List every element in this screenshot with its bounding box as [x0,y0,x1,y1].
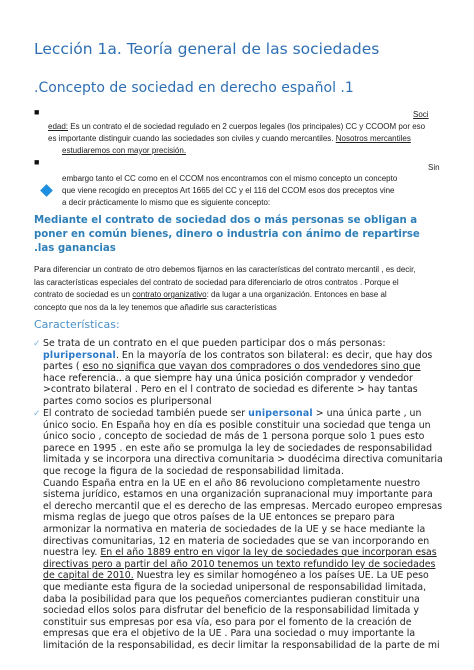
item2-line5: limitada y se incorpora una directiva comunitaria > duodécima directiva comunitaria [43,454,443,466]
term-pluripersonal: pluripersonal [43,349,116,361]
intro-paragraph [34,264,444,314]
item2-line11: armonizar la normativa en materia de sociedades de la UE y se hace mediante la [43,523,426,535]
block2-line3: a decir prácticamente lo mismo que es siguiente concepto: [62,198,271,207]
item2-line10: misma reglas de juego que otros países de la UE entonces se preparo para [43,512,395,524]
item2-line13 [43,547,443,559]
item2-line7: Cuando España entra en la UE en el año 86 revoluciono completamente nuestro [43,477,421,489]
bullet-dot-icon: ■ [34,107,40,117]
item2-line12: directivas comunitarias, 12 en materia de sociedades que se van incorporando en [43,535,430,547]
item1-line6: partes como socios es pluripersonal [43,395,212,407]
item2-line15-underlined: de capital de 2010. [43,570,134,582]
item2-line1-a: El contrato de sociedad también puede ser [43,408,249,419]
item2-line1-b: > una única parte , un [312,408,422,419]
block2-line2: que viene recogido en preceptos Art 1665 del CC y el 116 del CCOM esos dos preceptos vine [62,186,395,195]
section-heading: .Concepto de sociedad en derecho español .1 [34,80,354,96]
item2-line13-a: nuestra ley. [43,547,101,559]
definition-line2: poner en común bienes, dinero o industria con ánimo de repartirse [34,229,420,240]
characteristic-item-2 [43,408,443,651]
bullet-dot-icon: ■ [34,157,40,167]
item2-line1 [43,408,443,420]
item2-line4: parece en 1995 . en este año se promulga la ley de sociedades de responsabilidad [43,442,433,454]
item2-line21: limitación de la responsabilidad, es decir limitar la responsabilidad de la parte de mi [43,639,440,651]
block1-line1 [48,121,425,133]
block1-line2-underlined: Nosotros mercantiles [335,134,411,143]
term-unipersonal: unipersonal [248,408,313,419]
item2-line8: sistema jurídico, estamos en una organización supranacional muy importante para [43,489,433,501]
para-line3-underlined: contrato organizativo [132,290,207,299]
item1-line2-rest: . En la mayoría de los contratos son bilateral: es decir, que hay dos [115,349,433,361]
term-soci: Soci [413,110,429,119]
item2-line17: daba la posibilidad para que los pequeños comerciantes pudieran constituir una [43,593,420,605]
item2-line3: único socio , concepto de sociedad de más de 1 persona porque solo 1 pues esto [43,431,425,443]
item1-line3-underlined: eso no significa que vayan dos compradores o dos vendedores sino que [82,361,421,373]
term-sin: Sin [428,163,440,172]
page-title: Lección 1a. Teoría general de las sociedades [34,40,380,58]
item1-line3 [43,361,443,373]
block1-line1-text: Es un contrato el de sociedad regulado en 2 cuerpos legales (los principales) CC y CCOOM por eso [68,122,426,131]
check-bullet-icon: ✓ [33,338,41,348]
term-edad: edad: [48,122,69,131]
block1-line3: estudiaremos con mayor precisión. [62,146,187,155]
para-line1: Para diferenciar un contrato de otro debemos fijarnos en las características del contrato mercantil , es decir, [34,265,416,274]
item1-line1: Se trata de un contrato en el que pueden participar dos o más personas: [43,338,386,349]
diamond-bullet-icon [40,184,53,197]
item1-line4: hace referencia.. a que siempre hay una única posición comprador y vendedor [43,372,413,384]
block1-line2 [48,133,411,145]
definition-line1: Mediante el contrato de sociedad dos o más personas se obligan a [34,215,418,226]
block2-line1: embargo tanto el CC como en el CCOM nos encontramos con el mismo concepto un concepto [62,174,398,183]
characteristics-heading: Características: [34,318,120,331]
para-line3-a: contrato de sociedad es un [34,290,133,299]
item2-line13-underlined: En el año 1889 entro en vigor la ley de sociedades que incorporan esas [100,547,437,559]
item1-line2 [43,350,443,362]
item2-line16: que mediante esta figura de la sociedad unipersonal de responsabilidad limitada, [43,581,427,593]
block1-line2-text: es importante distinguir cuando las sociedades son civiles y cuando mercantiles. [48,134,336,143]
item2-line19: constituir sus empresas por esa vía, eso para por el fomento de la creación de [43,616,412,628]
para-line3-b: : da lugar a una organización. Entonces en base al [206,290,387,299]
definition-line3: .las ganancias [34,243,116,254]
para-line2: las características especiales del contrato de sociedad para diferenciarlo de otros contratos . Porque el [34,277,399,287]
definition-text [34,214,434,256]
item2-line14: directivas pero a partir del año 2010 tenemos un texto refundido ley de sociedades [43,558,436,570]
item2-line2: único socio. En España hoy en día es posible constituir una sociedad que tenga un [43,419,431,431]
item2-line18: sociedad ellos solos para disfrutar del beneficio de la responsabilidad limitada y [43,605,419,617]
para-line3 [34,289,444,302]
item2-line15 [43,570,443,582]
item1-line3-a: partes ( [43,361,83,373]
characteristic-item-1 [43,338,443,408]
para-line4: concepto que nos da la ley tenemos que añadirle sus características [34,302,277,312]
item2-line9: el derecho mercantil que el es derecho de las empresas. Mercado europeo empresas [43,500,443,512]
item2-line20: empresas que era el objetivo de la UE . Para una sociedad o muy importante la [43,628,416,640]
item2-line6: que recoge la figura de la sociedad de responsabilidad limitada. [43,465,344,477]
item1-line5: >contrato bilateral . Pero en el l contrato de sociedad es diferente > hay tantas [43,384,418,396]
check-bullet-icon: ✓ [33,408,41,418]
item2-line15-rest: Nuestra ley es similar homogéneo a los países UE. La UE peso [133,570,429,582]
